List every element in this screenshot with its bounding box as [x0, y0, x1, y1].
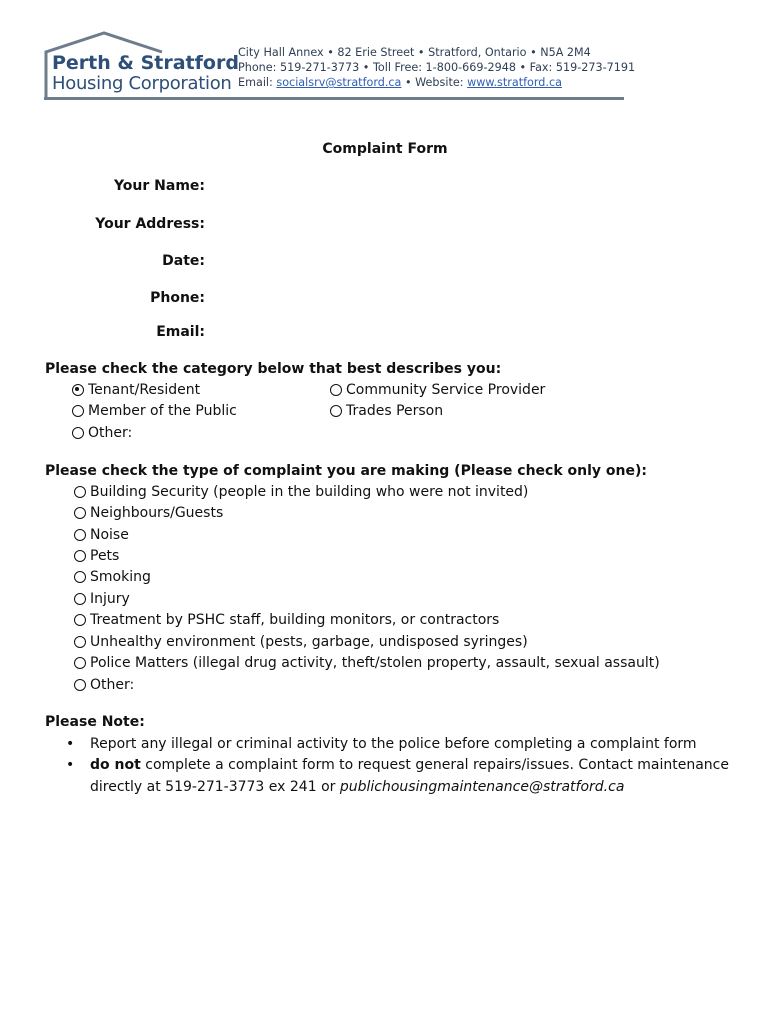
radio-icon[interactable]: [330, 405, 342, 417]
email-link[interactable]: socialsrv@stratford.ca: [276, 76, 402, 89]
phone-field-label: Phone:: [150, 290, 205, 306]
category-option-label: Tenant/Resident: [88, 382, 201, 398]
category-option-community-service[interactable]: [330, 382, 545, 398]
complaint-option-police-matters[interactable]: [74, 655, 660, 671]
complaint-option-unhealthy-environment[interactable]: [74, 634, 528, 650]
complaint-option-smoking[interactable]: [74, 569, 151, 585]
radio-checked-icon[interactable]: [72, 384, 84, 396]
note-item-2-text: complete a complaint form to request general repairs/issues. Contact maintenance: [140, 757, 729, 773]
note-item-2-continued: [90, 779, 624, 795]
complaint-option-other[interactable]: [74, 677, 134, 693]
complaint-heading: Please check the type of complaint you are making (Please check only one):: [45, 463, 647, 479]
bullet-icon: •: [66, 757, 75, 773]
complaint-option-label: Smoking: [90, 569, 151, 585]
radio-icon[interactable]: [72, 427, 84, 439]
radio-icon[interactable]: [74, 571, 86, 583]
radio-icon[interactable]: [74, 486, 86, 498]
website-label: • Website:: [401, 76, 468, 89]
email-label: Email:: [238, 76, 277, 89]
form-title: Complaint Form: [322, 141, 448, 157]
complaint-option-label: Police Matters (illegal drug activity, theft/stolen property, assault, sexual assault): [90, 655, 660, 671]
website-link[interactable]: www.stratford.ca: [467, 76, 562, 89]
phone-line: Phone: 519-271-3773 • Toll Free: 1-800-669-2948 • Fax: 519-273-7191: [238, 61, 636, 74]
letterhead: [44, 30, 636, 104]
category-option-tenant[interactable]: [72, 382, 200, 398]
category-option-trades[interactable]: [330, 403, 443, 419]
complaint-option-label: Pets: [90, 548, 120, 564]
radio-icon[interactable]: [74, 614, 86, 626]
bullet-icon: •: [66, 736, 75, 752]
maintenance-email: publichousingmaintenance@stratford.ca: [339, 779, 625, 795]
complaint-option-pets[interactable]: [74, 548, 119, 564]
radio-icon[interactable]: [74, 550, 86, 562]
complaint-option-label: Other:: [90, 677, 135, 693]
category-option-label: Member of the Public: [88, 403, 237, 419]
note-item-1: Report any illegal or criminal activity to the police before completing a complaint form: [90, 736, 697, 752]
category-option-public[interactable]: [72, 403, 237, 419]
complaint-option-neighbours[interactable]: [74, 505, 223, 521]
complaint-option-label: Unhealthy environment (pests, garbage, undisposed syringes): [90, 634, 528, 650]
complaint-option-label: Injury: [90, 591, 130, 607]
radio-icon[interactable]: [74, 679, 86, 691]
category-option-label: Other:: [88, 425, 133, 441]
address-field-label: Your Address:: [95, 216, 205, 232]
category-option-label: Trades Person: [346, 403, 444, 419]
note-item-2-line2: directly at 519-271-3773 ex 241 or: [90, 779, 340, 795]
date-field-label: Date:: [162, 253, 205, 269]
contact-block: [238, 45, 635, 90]
org-name-line2: Housing Corporation: [52, 73, 232, 94]
complaint-option-label: Noise: [90, 527, 129, 543]
complaint-option-label: Treatment by PSHC staff, building monitors, or contractors: [90, 612, 500, 628]
category-option-label: Community Service Provider: [346, 382, 546, 398]
complaint-option-label: Neighbours/Guests: [90, 505, 224, 521]
complaint-option-label: Building Security (people in the building who were not invited): [90, 484, 529, 500]
note-item-2: [90, 757, 729, 773]
radio-icon[interactable]: [74, 593, 86, 605]
email-field-label: Email:: [156, 324, 205, 340]
category-option-other[interactable]: [72, 425, 132, 441]
complaint-option-injury[interactable]: [74, 591, 130, 607]
radio-icon[interactable]: [74, 636, 86, 648]
header-rule: [44, 97, 624, 100]
name-field-label: Your Name:: [113, 178, 205, 194]
email-website-line: [238, 75, 635, 90]
complaint-option-noise[interactable]: [74, 527, 129, 543]
radio-icon[interactable]: [74, 657, 86, 669]
note-heading: Please Note:: [45, 714, 145, 730]
radio-icon[interactable]: [330, 384, 342, 396]
org-name-line1: Perth & Stratford: [52, 52, 239, 74]
complaint-option-building-security[interactable]: [74, 484, 528, 500]
complaint-option-staff-treatment[interactable]: [74, 612, 499, 628]
address-line: City Hall Annex • 82 Erie Street • Stratford, Ontario • N5A 2M4: [238, 46, 591, 59]
radio-icon[interactable]: [74, 529, 86, 541]
radio-icon[interactable]: [74, 507, 86, 519]
note-emphasis: do not: [90, 757, 141, 773]
radio-icon[interactable]: [72, 405, 84, 417]
category-heading: Please check the category below that best describes you:: [45, 361, 502, 377]
